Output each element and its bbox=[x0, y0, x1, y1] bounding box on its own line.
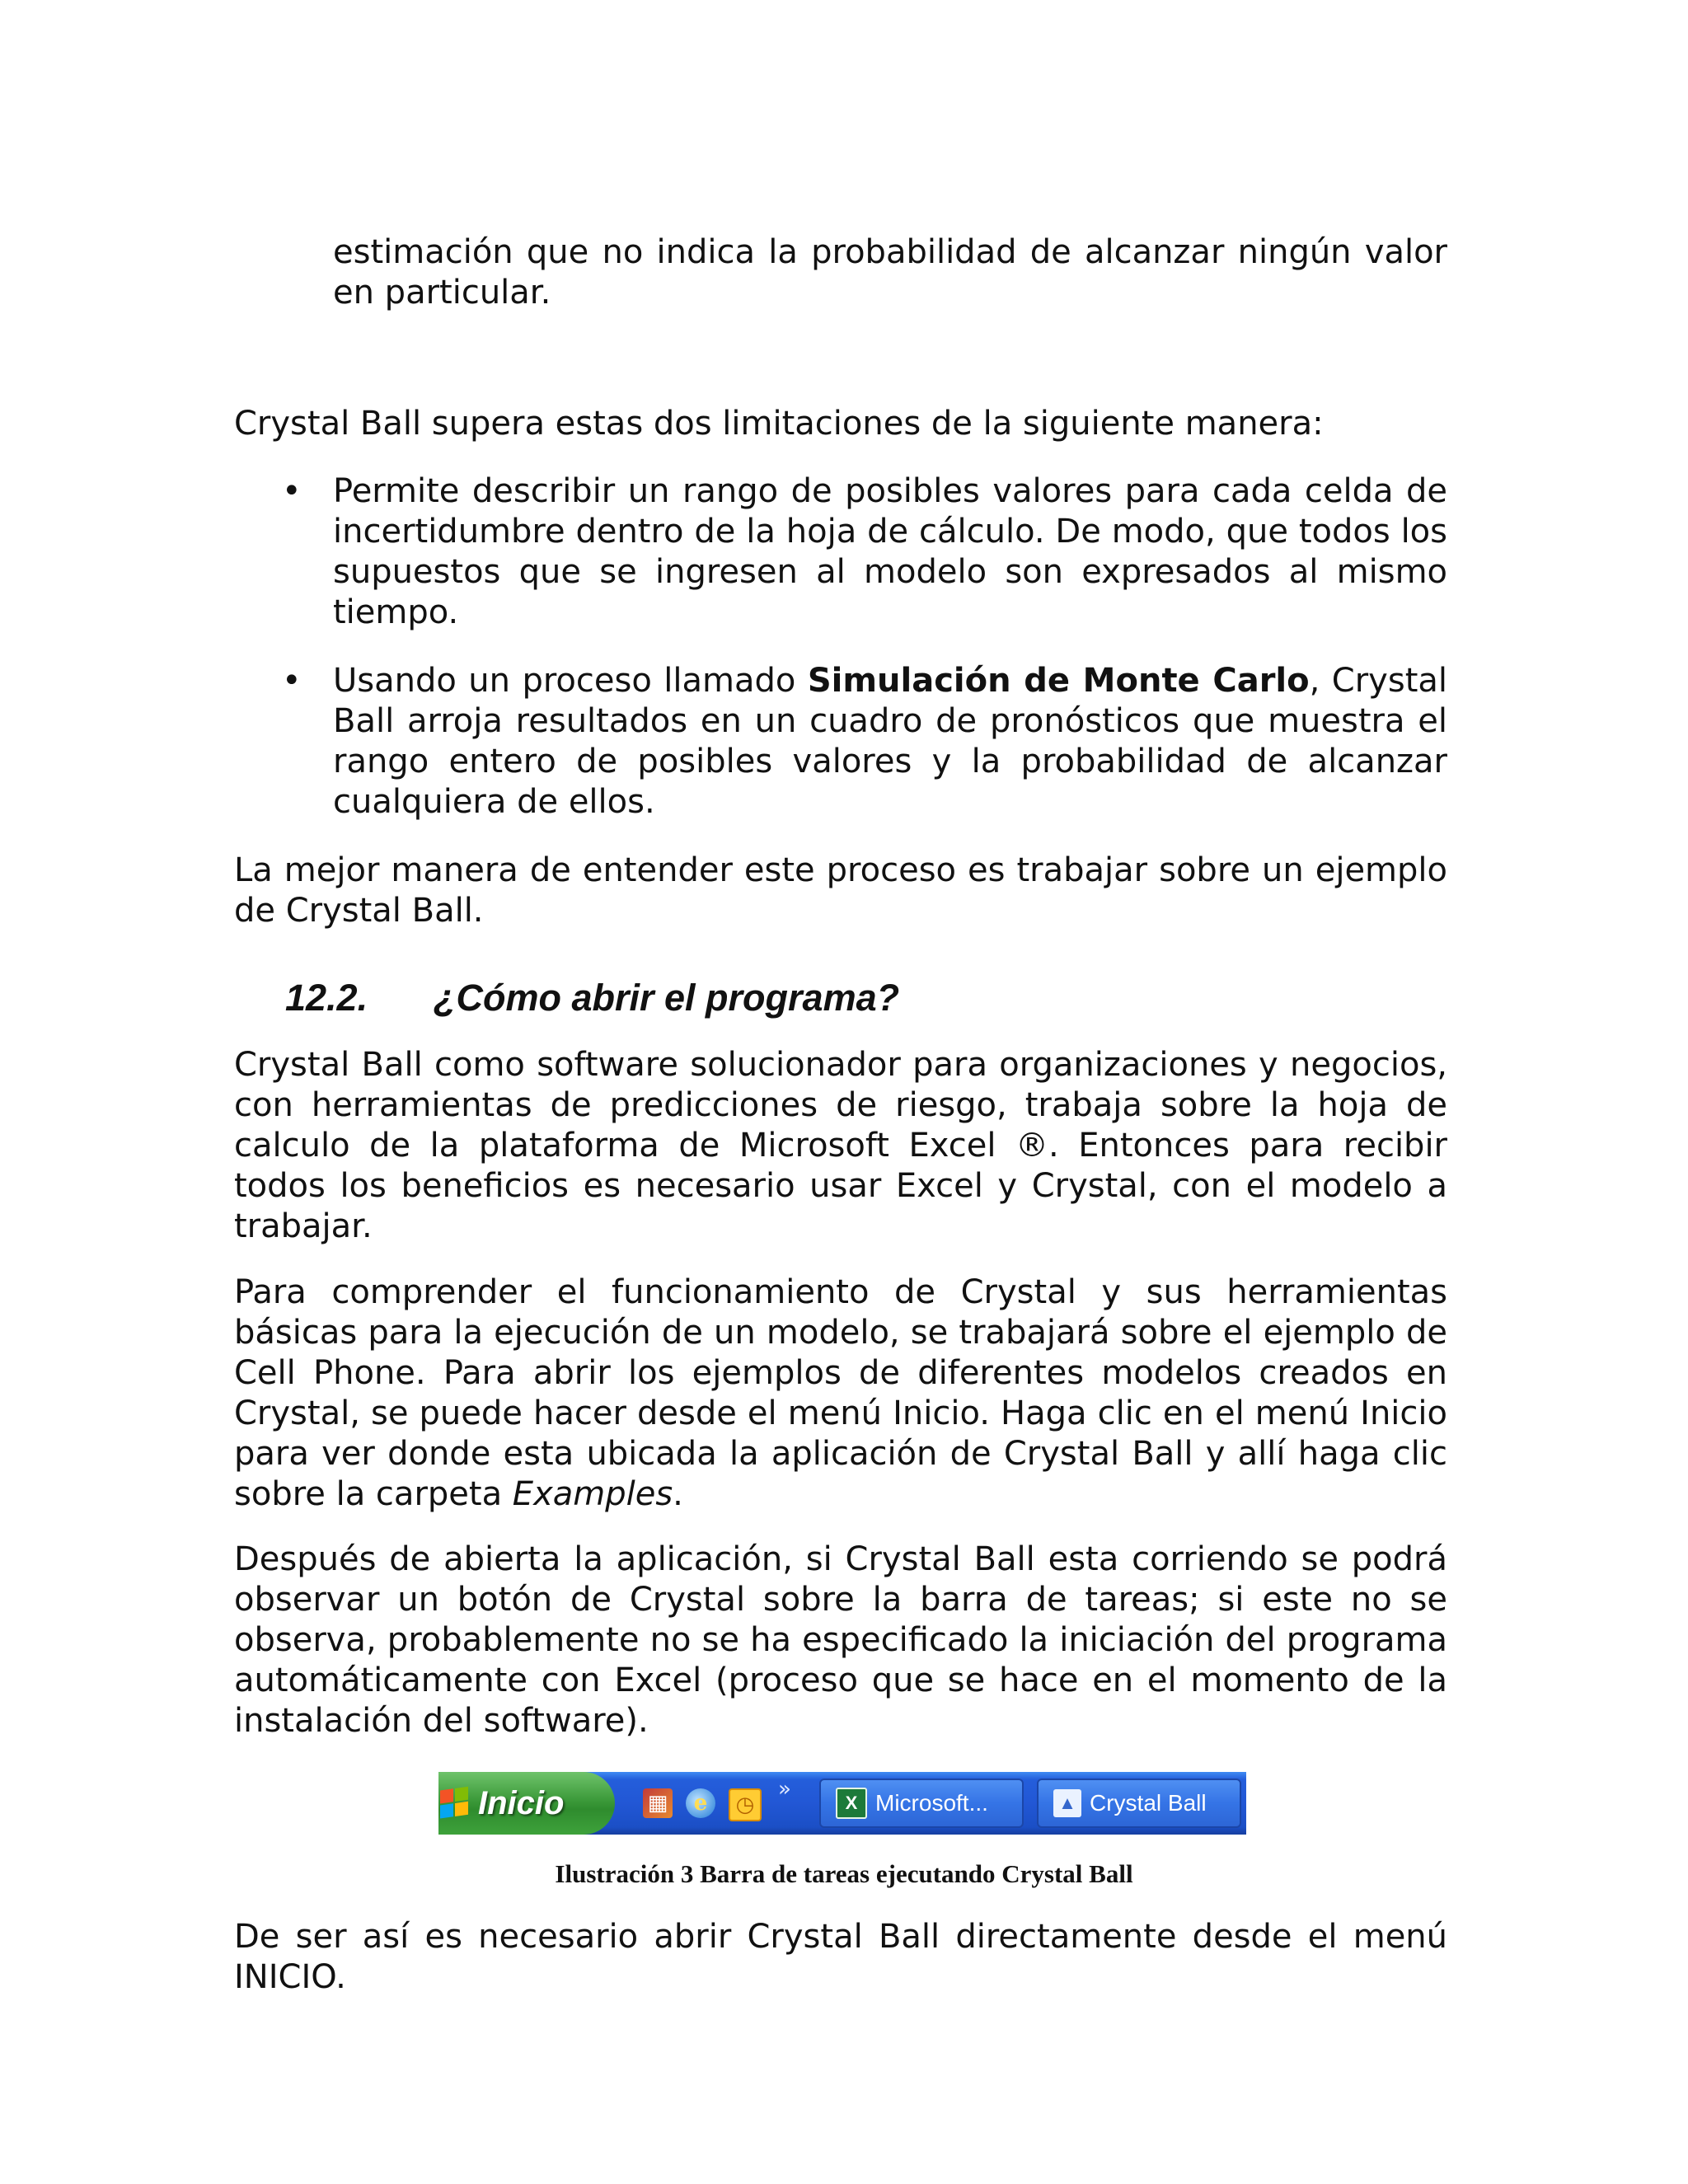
continuation-paragraph: estimación que no indica la probabilidad de alcanzar ningún valor en particular. bbox=[333, 233, 1447, 312]
start-label: Inicio bbox=[478, 1784, 565, 1821]
quick-launch-chevron[interactable]: » bbox=[778, 1777, 791, 1802]
understand-text: Para comprender el funcionamiento de Crystal y sus herramientas básicas para la ejecución de un modelo, se trabajará sobre el ejemplo de Cell Phone. Para abrir los ejemplos de diferentes modelos creados en Crystal, se puede hacer desde el menú Inicio. Haga clic en el menú Inicio para ver donde esta ubicada la aplicación de Crystal Ball y allí haga clic sobre la carpeta bbox=[234, 1273, 1447, 1513]
bullet-list bbox=[234, 471, 1447, 823]
internet-explorer-icon[interactable]: e bbox=[686, 1788, 715, 1818]
section-title: ¿Cómo abrir el programa? bbox=[434, 977, 900, 1019]
section-heading bbox=[285, 976, 899, 1020]
lead-paragraph: Crystal Ball supera estas dos limitaciones de la siguiente manera: bbox=[234, 405, 1324, 443]
understand-end: . bbox=[673, 1475, 683, 1513]
windows-flag-icon bbox=[440, 1786, 470, 1820]
monte-carlo-bold: Simulación de Monte Carlo bbox=[807, 662, 1310, 700]
best-way-paragraph: La mejor manera de entender este proceso es trabajar sobre un ejemplo de Crystal Ball. bbox=[234, 851, 1447, 930]
bullet-item-1 bbox=[234, 471, 1447, 633]
bullet-text-2-post: , Crystal Ball arroja resultados en un cuadro de pronósticos que muestra el rango entero de posibles valores y la probabilidad de alcanzar cualquiera de ellos. bbox=[333, 662, 1447, 821]
taskbar-excel-label: Microsoft... bbox=[875, 1790, 988, 1816]
section-number: 12.2. bbox=[285, 977, 368, 1019]
book-icon[interactable]: ▦ bbox=[643, 1788, 673, 1818]
bullet-marker: • bbox=[282, 472, 302, 510]
understand-paragraph bbox=[234, 1272, 1447, 1515]
examples-italic: Examples bbox=[512, 1475, 673, 1513]
start-button[interactable] bbox=[438, 1772, 615, 1835]
taskbar-button-crystal-ball[interactable] bbox=[1037, 1779, 1241, 1828]
bullet-text-1: Permite describir un rango de posibles valores para cada celda de incertidumbre dentro de la hoja de cálculo. De modo, que todos los supuestos que se ingresen al modelo son expresados al mismo tiempo. bbox=[333, 472, 1447, 631]
taskbar-crystal-label: Crystal Ball bbox=[1090, 1790, 1207, 1816]
after-open-paragraph: Después de abierta la aplicación, si Crystal Ball esta corriendo se podrá observar un botón de Crystal sobre la barra de tareas; si este no se observa, probablemente no se ha especificado la iniciación del programa automáticamente con Excel (proceso que se hace en el momento de la instalación del software). bbox=[234, 1540, 1447, 1740]
bullet-text-2-pre: Usando un proceso llamado bbox=[333, 662, 808, 700]
bullet-item-2 bbox=[234, 661, 1447, 823]
taskbar-button-excel[interactable] bbox=[819, 1779, 1024, 1828]
windows-taskbar-illustration bbox=[438, 1772, 1246, 1835]
figure-caption: Ilustración 3 Barra de tareas ejecutando Crystal Ball bbox=[555, 1859, 1133, 1888]
crystal-ball-icon: ▲ bbox=[1053, 1789, 1081, 1817]
clock-icon[interactable]: ◷ bbox=[729, 1788, 762, 1821]
crystal-ball-paragraph: Crystal Ball como software solucionador para organizaciones y negocios, con herramientas de predicciones de riesgo, trabaja sobre la hoja de calculo de la plataforma de Microsoft Excel ®. Entonces para recibir todos los beneficios es necesario usar Excel y Crystal, con el modelo a trabajar. bbox=[234, 1046, 1447, 1245]
bullet-marker: • bbox=[282, 662, 302, 700]
final-paragraph: De ser así es necesario abrir Crystal Ball directamente desde el menú INICIO. bbox=[234, 1918, 1447, 1996]
excel-icon: X bbox=[836, 1788, 867, 1819]
